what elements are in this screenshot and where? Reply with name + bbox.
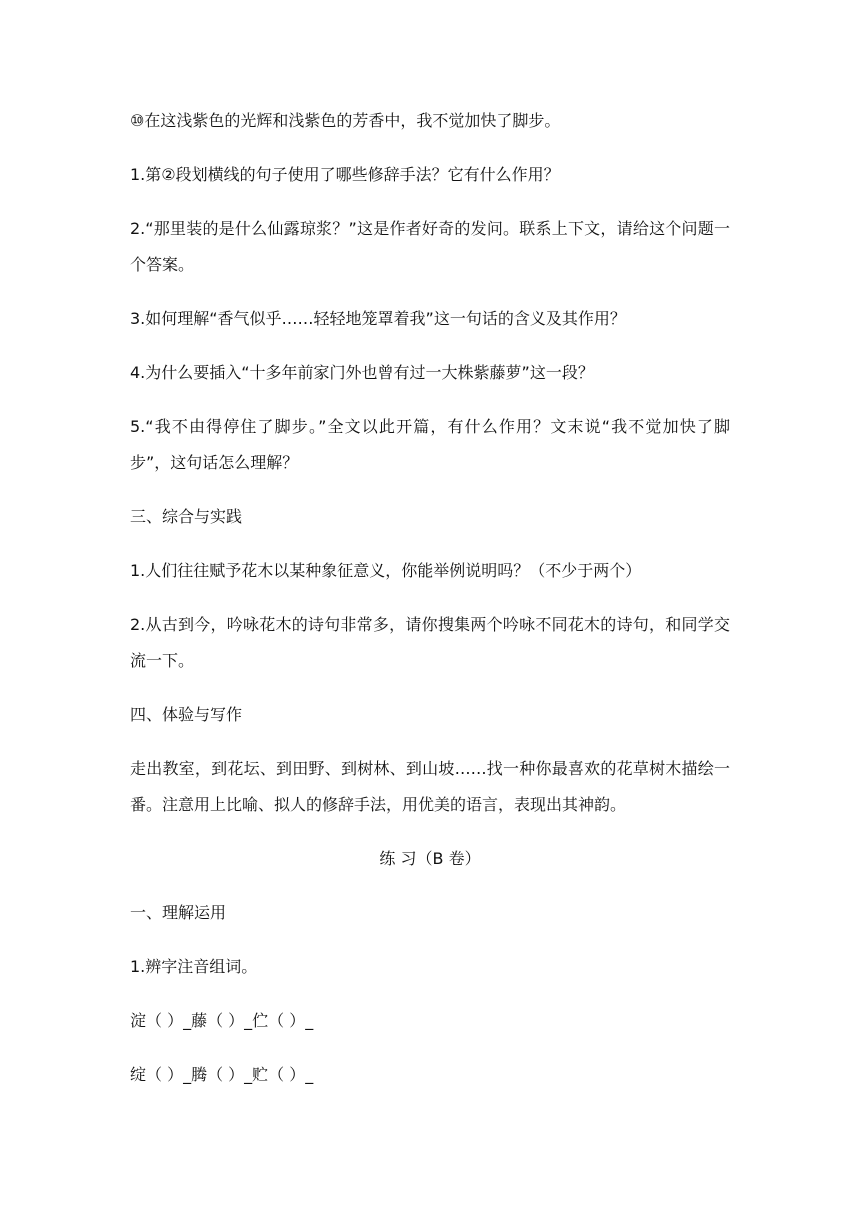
- section-heading-4: 四、体验与写作: [130, 705, 243, 724]
- question-1: 1.第②段划横线的句子使用了哪些修辞手法？它有什么作用？: [130, 165, 560, 184]
- practice-question-2: 2.从古到今，吟咏花木的诗句非常多，请你搜集两个吟咏不同花木的诗句，和同学交流一下。: [130, 615, 730, 670]
- section-heading-3: 三、综合与实践: [130, 507, 243, 526]
- writing-prompt: 走出教室，到花坛、到田野、到树林、到山坡……找一种你最喜欢的花草树木描绘一番。注意用上比喻、拟人的修辞手法，用优美的语言，表现出其神韵。: [130, 759, 730, 814]
- paragraph-10: ⑩在这浅紫色的光辉和浅紫色的芳香中，我不觉加快了脚步。: [130, 111, 561, 130]
- document-page: [130, 103, 730, 1111]
- question-5: 5.“我不由得停住了脚步。”全文以此开篇，有什么作用？文末说“我不觉加快了脚步”，这句话怎么理解？: [130, 417, 730, 472]
- question-4: 4.为什么要插入“十多年前家门外也曾有过一大株紫藤萝”这一段？: [130, 363, 594, 382]
- exercise-title: 练 习（B 卷）: [379, 849, 481, 868]
- question-2: 2.“那里装的是什么仙露琼浆？”这是作者好奇的发问。联系上下文，请给这个问题一个答案。: [130, 219, 730, 274]
- question-3: 3.如何理解“香气似乎……轻轻地笼罩着我”这一句话的含义及其作用？: [130, 309, 626, 328]
- pinyin-row-2: 绽（ ）_腾（ ）_贮（ ）_: [130, 1065, 314, 1084]
- practice-question-1: 1.人们往往赋予花木以某种象征意义，你能举例说明吗？（不少于两个）: [130, 561, 642, 580]
- pinyin-row-1: 淀（ ）_藤（ ）_伫（ ）_: [130, 1011, 314, 1030]
- exercise-question-1: 1.辨字注音组词。: [130, 957, 258, 976]
- section-heading-1: 一、理解运用: [130, 903, 227, 922]
